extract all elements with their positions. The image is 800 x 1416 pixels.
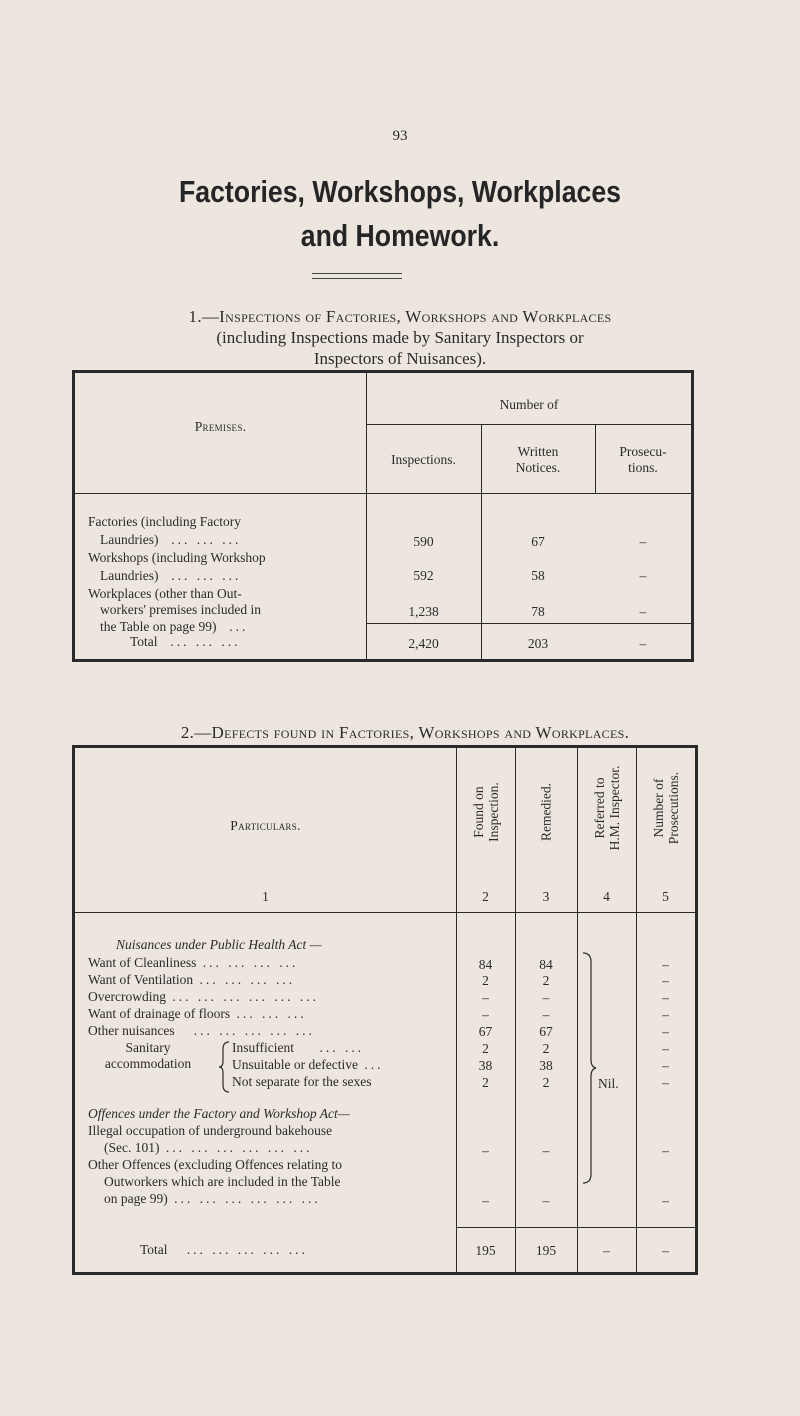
table-row-label: the Table on page 99) ... [100,619,249,634]
table-cell: – [639,534,647,549]
column-number: 4 [603,889,610,904]
total-label: Total ... ... ... ... ... [140,1242,308,1257]
total-cell: – [662,1243,669,1258]
page-number: 93 [392,128,408,144]
table-cell: 2 [542,1041,550,1056]
table-cell: 38 [478,1058,493,1073]
section-1-heading-line: Inspectors of Nuisances). [313,349,487,368]
prosecutions-header: Prosecu- tions. [619,444,667,475]
left-brace-icon [218,1041,232,1093]
written-notices-header: Written Notices. [515,444,561,475]
table-cell: – [662,990,669,1005]
table-cell: 84 [539,957,553,972]
table-cell: 67 [531,534,545,549]
title-line-1: Factories, Workshops, Workplaces [178,174,622,209]
column-number: 1 [262,889,269,904]
total-cell: 203 [527,636,549,651]
table-row-label: on page 99) ... ... ... ... ... ... [104,1191,321,1206]
table-row-label: Other Offences (excluding Offences relating to [88,1157,343,1172]
particulars-header: Particulars. [230,818,301,833]
table-cell: – [662,1058,669,1073]
table-row-label: (Sec. 101) ... ... ... ... ... ... [104,1140,313,1155]
table-row-label: Laundries) ... ... ... [100,532,242,547]
table-cell: – [662,957,669,972]
table-cell: – [662,1041,669,1056]
total-cell: – [603,1243,610,1258]
table-row-label: Overcrowding ... ... ... ... ... ... [88,989,319,1004]
offences-heading: Offences under the Factory and Workshop Act— [88,1106,350,1121]
table-row-label: Unsuitable or defective ... [232,1057,384,1072]
column-number: 3 [542,889,550,904]
nuisances-heading: Nuisances under Public Health Act — [116,937,322,952]
table-cell: – [662,1007,669,1022]
right-brace-icon [581,952,599,1184]
table-cell: 2 [482,1041,489,1056]
referred-header: Referred to H.M. Inspector. [592,765,622,851]
table-row-label: Workplaces (other than Out- [88,586,242,601]
table-cell: 592 [413,568,434,583]
table-cell: – [662,1024,669,1039]
table-cell: – [482,1143,489,1158]
table-cell: – [542,1007,550,1022]
column-number: 5 [662,889,669,904]
table-row-label: Other nuisances ... ... ... ... ... [88,1023,315,1038]
total-cell: 195 [535,1243,557,1258]
sanitary-accommodation-label: Sanitary accommodation [104,1040,192,1071]
premises-header: Premises. [194,419,247,434]
remedied-header: Remedied. [538,782,554,842]
table-row-label: Insufficient ... ... [232,1040,365,1055]
table-cell: 67 [478,1024,493,1039]
inspections-header: Inspections. [391,452,456,467]
table-cell: – [639,604,647,619]
table-row-label: Factories (including Factory [88,514,241,529]
nil-label: Nil. [598,1076,619,1091]
table-row-label: Want of Cleanliness ... ... ... ... [88,955,299,970]
table-cell: 2 [482,1075,489,1090]
table-row-label: Want of drainage of floors ... ... ... [88,1006,307,1021]
table-cell: – [662,1075,669,1090]
prosecutions-header: Number of Prosecutions. [651,771,681,845]
title-line-2: and Homework. [300,218,500,253]
number-of-header: Number of [499,397,559,412]
table-cell: 78 [531,604,545,619]
table-cell: 1,238 [408,604,439,619]
section-1-heading-line: 1.—Inspections of Factories, Workshops and Workplaces [188,307,612,326]
table-row-label: Outworkers which are included in the Table [104,1174,341,1189]
found-on-inspection-header: Found on Inspection. [471,782,501,842]
table-cell: – [482,990,489,1005]
table-cell: 2 [482,973,489,988]
table-cell: – [662,1193,669,1208]
table-cell: – [482,1007,489,1022]
table-cell: 38 [539,1058,553,1073]
table-row-label: workers' premises included in [100,602,262,617]
section-2-heading: 2.—Defects found in Factories, Workshops and Workplaces. [180,723,630,742]
table-row-label: Laundries) ... ... ... [100,568,242,583]
total-cell: – [639,636,647,651]
table-cell: 58 [531,568,545,583]
section-1-heading-line: (including Inspections made by Sanitary Inspectors or [216,328,584,347]
table-cell: 2 [542,973,550,988]
table-cell: 67 [539,1024,553,1039]
table-cell: – [482,1193,489,1208]
table-cell: – [542,1193,550,1208]
total-cell: 2,420 [408,636,439,651]
table-row-label: Workshops (including Workshop [88,550,266,565]
table-row-label: Want of Ventilation ... ... ... ... [88,972,296,987]
table-cell: – [662,973,669,988]
table-cell: – [639,568,647,583]
column-number: 2 [482,889,489,904]
table-cell: 590 [413,534,434,549]
table-cell: – [542,1143,550,1158]
table-cell: 2 [542,1075,550,1090]
table-row-label: Illegal occupation of underground bakehouse [88,1123,333,1138]
table-cell: – [662,1143,669,1158]
table-cell: 84 [478,957,493,972]
total-cell: 195 [475,1243,496,1258]
table-row-label: Not separate for the sexes [232,1074,372,1089]
table-cell: – [542,990,550,1005]
total-label: Total ... ... ... [130,634,241,649]
